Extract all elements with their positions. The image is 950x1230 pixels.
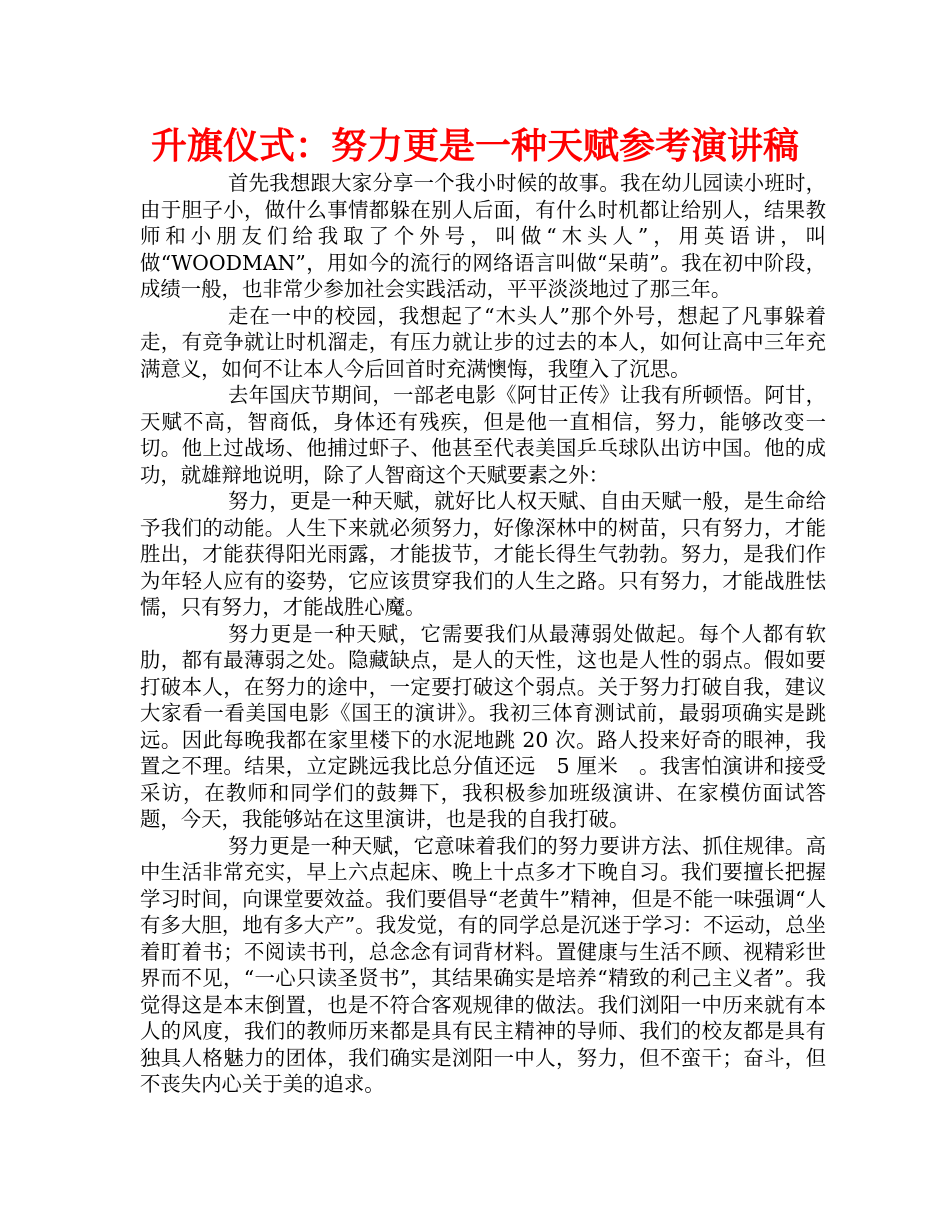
paragraph-1: 首先我想跟大家分享一个我小时候的故事。我在幼儿园读小班时，由于胆子小，做什么事情都躲在别人后面，有什么时机都让给别人，结果教师和小朋友们给我取了个外号，叫做“木头人”，用英语讲，叫做“WOODMAN”，用如今的流行的网络语言叫做“呆萌”。我在初中阶段，成绩一般，也非常少参加社会实践活动，平平淡淡地过了那三年。 [140, 171, 826, 301]
document-title: 升旗仪式：努力更是一种天赋参考演讲稿 [150, 126, 799, 167]
paragraph-3: 去年国庆节期间，一部老电影《阿甘正传》让我有所顿悟。阿甘，天赋不高，智商低，身体还有残疾，但是他一直相信，努力，能够改变一切。他上过战场、他捕过虾子、他甚至代表美国乒乓球队出访中国。他的成功，就雄辩地说明，除了人智商这个天赋要素之外： [140, 383, 826, 487]
paragraph-4: 努力，更是一种天赋，就好比人权天赋、自由天赋一般，是生命给予我们的动能。人生下来就必须努力，好像深林中的树苗，只有努力，才能胜出，才能获得阳光雨露，才能拔节，才能长得生气勃勃。努力，是我们作为年轻人应有的姿势，它应该贯穿我们的人生之路。只有努力，才能战胜怯懦，只有努力，才能战胜心魔。 [140, 489, 826, 619]
paragraph-5: 努力更是一种天赋，它需要我们从最薄弱处做起。每个人都有软肋，都有最薄弱之处。隐藏缺点，是人的天性，这也是人性的弱点。假如要打破本人，在努力的途中，一定要打破这个弱点。关于努力打破自我，建议大家看一看美国电影《国王的演讲》。我初三体育测试前，最弱项确实是跳远。因此每晚我都在家里楼下的水泥地跳 20 次。路人投来好奇的眼神，我置之不理。结果，立定跳远我比总分值还远 5 厘米 。我害怕演讲和接受采访，在教师和同学们的鼓舞下，我积极参加班级演讲、在家模仿面试答题，今天，我能够站在这里演讲，也是我的自我打破。 [140, 621, 826, 831]
document-body [140, 170, 826, 1098]
paragraph-2: 走在一中的校园，我想起了“木头人”那个外号，想起了凡事躲着走，有竞争就让时机溜走，有压力就让步的过去的本人，如何让高中三年充满意义，如何不让本人今后回首时充满懊悔，我堕入了沉思。 [140, 303, 826, 381]
paragraph-6: 努力更是一种天赋，它意味着我们的努力要讲方法、抓住规律。高中生活非常充实，早上六点起床、晚上十点多才下晚自习。我们要擅长把握学习时间，向课堂要效益。我们要倡导“老黄牛”精神，但是不能一味强调“人有多大胆，地有多大产”。我发觉，有的同学总是沉迷于学习：不运动，总坐着盯着书；不阅读书刊，总念念有词背材料。置健康与生活不顾、视精彩世界而不见，“一心只读圣贤书”，其结果确实是培养“精致的利己主义者”。我觉得这是本末倒置，也是不符合客观规律的做法。我们浏阳一中历来就有本人的风度，我们的教师历来都是具有民主精神的导师、我们的校友都是具有独具人格魅力的团体，我们确实是浏阳一中人，努力，但不蛮干；奋斗，但不丧失内心关于美的追求。 [140, 833, 826, 1096]
